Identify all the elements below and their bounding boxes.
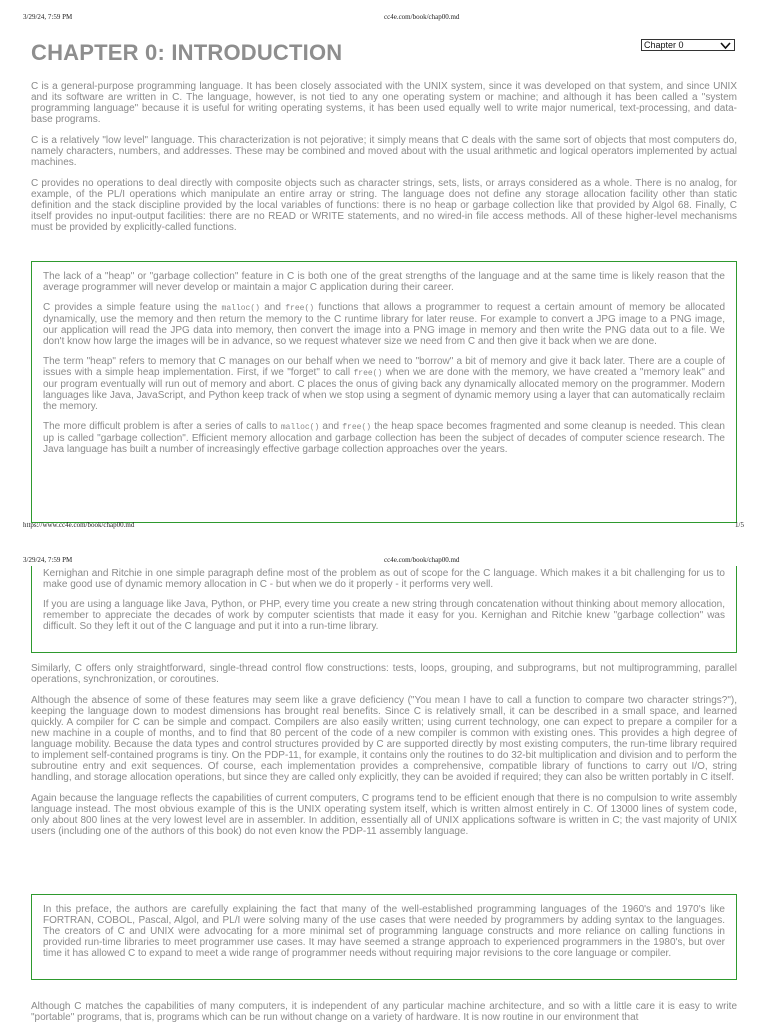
- box-paragraph: Kernighan and Ritchie in one simple paragraph define most of the problem as out of scope for the C language. Which makes it a bit challenging for us to make good use of dynamic memory allocation in C - but when we do it properly - it performs very well.: [43, 568, 725, 590]
- code-malloc: malloc(): [280, 423, 320, 432]
- commentary-box-2: [31, 894, 737, 980]
- paragraph: Again because the language reflects the capabilities of current computers, C programs tend to be efficient enough that there is no compulsion to write assembly language instead. The most obvious example of this is the UNIX operating system itself, which is written almost entirely in C. Of 13000 lines of system code, only about 800 lines at the very lowest level are in assembler. In addition, essentially all of UNIX applications software is written in C; the vast majority of UNIX users (including one of the authors of this book) do not even know the PDP-11 assembly language.: [31, 793, 737, 837]
- intro-text: [31, 81, 737, 243]
- print-header-date: 3/29/24, 7:59 PM: [23, 13, 73, 21]
- code-free: free(): [342, 423, 372, 432]
- paragraph: C provides no operations to deal directly with composite objects such as character strings, sets, lists, or arrays considered as a whole. There is no analog, for example, of the PL/I operations which manipulate an entire array or string. The language does not define any storage allocation facility other than static definition and the stack discipline provided by the local variables of functions: there is no heap or garbage collection like that provided by Algol 68. Finally, C itself provides no input-output facilities: there are no READ or WRITE statements, and no wired-in file access methods. All of these higher-level mechanisms must be provided by explicitly-called functions.: [31, 178, 737, 233]
- page-title: CHAPTER 0: INTRODUCTION: [31, 40, 343, 65]
- box-paragraph: The term "heap" refers to memory that C manages on our behalf when we need to "borrow" a bit of memory and give it back later. There are a couple of issues with a simple heap implementation. First, if we "forget" to call free() when we are done with the memory, we have created a "memory leak" and our program eventually will run out of memory and abort. C places the onus of giving back any dynamically allocated memory on the programmer. Modern languages like Java, JavaScript, and Python keep track of when we stop using a segment of dynamic memory using a layer that can automatically reclaim the memory.: [43, 356, 725, 412]
- code-free: free(): [285, 304, 315, 313]
- chevron-down-icon: [720, 41, 731, 50]
- paragraph: C is a general-purpose programming language. It has been closely associated with the UNIX system, since it was developed on that system, and since UNIX and its software are written in C. The language, however, is not tied to any one operating system or machine; and although it has been called a "system programming language" because it is useful for writing operating systems, it has been used equally well to write major numerical, text-processing, and data-base programs.: [31, 81, 737, 125]
- code-free: free(): [353, 369, 383, 378]
- print-header-date: 3/29/24, 7:59 PM: [23, 556, 73, 564]
- print-footer-url: https://www.cc4e.com/book/chap00.md: [23, 521, 135, 529]
- paragraph: Similarly, C offers only straightforward, single-thread control flow constructions: tests, loops, grouping, and subprograms, but not multiprogramming, parallel operations, synchronization, or coroutines.: [31, 663, 737, 685]
- paragraph: C is a relatively "low level" language. This characterization is not pejorative; it simply means that C deals with the same sort of objects that most computers do, namely characters, numbers, and addresses. These may be combined and moved about with the usual arithmetic and logical operators implemented by actual machines.: [31, 135, 737, 168]
- box-paragraph: The lack of a "heap" or "garbage collection" feature in C is both one of the great strengths of the language and at the same time is likely reason that the average programmer will never develop or maintain a major C application during their career.: [43, 271, 725, 293]
- box-paragraph: C provides a simple feature using the malloc() and free() functions that allows a programmer to request a certain amount of memory be allocated dynamically, use the memory and then return the memory to the C runtime library for later reuse. For example to convert a JPG image to a PNG image, our application will read the JPG data into memory, then convert the image into a PNG image in memory and then write the PNG data out to a file. We don't know how large the images will be in advance, so we request whatever size we need from C and then give it back when we are done.: [43, 302, 725, 347]
- paragraph: Although the absence of some of these features may seem like a grave deficiency ("You mean I have to call a function to compare two character strings?"), keeping the language down to modest dimensions has brought real benefits. Since C is relatively small, it can be described in a small space, and learned quickly. A compiler for C can be simple and compact. Compilers are also easily written; using current technology, one can expect to prepare a compiler for a new machine in a couple of months, and to find that 80 percent of the code of a new compiler is common with existing ones. This provides a high degree of language mobility. Because the data types and control structures provided by C are supported directly by most existing computers, the run-time library required to implement self-contained programs is tiny. On the PDP-11, for example, it contains only the routines to do 32-bit multiplication and division and to perform the subroutine entry and exit sequences. Of course, each implementation provides a comprehensive, compatible library of functions to carry out I/O, string handling, and storage allocation operations, but since they are called only explicitly, they can be avoided if required; they can also be written portably in C itself.: [31, 695, 737, 783]
- print-page-2: [0, 553, 768, 1024]
- chapter-select-value: Chapter 0: [644, 40, 684, 50]
- box-paragraph: In this preface, the authors are carefully explaining the fact that many of the well-established programming languages of the 1960's and 1970's like FORTRAN, COBOL, Pascal, Algol, and PL/I were solving many of the use cases that were needed by programmers by adding syntax to the languages. The creators of C and UNIX were advocating for a more minimal set of programming language constructs and more reliance on calling functions in provided run-time libraries to meet programmer use cases. It may have seemed a strange approach to experienced programmers in the 1980's, but over time it has allowed C to expand to meet a wide range of programmer needs without requiring major revisions to the core language or compiler.: [43, 904, 725, 959]
- commentary-box-continued: [31, 566, 737, 653]
- box-paragraph: If you are using a language like Java, Python, or PHP, every time you create a new string through concatenation without thinking about memory allocation, remember to appreciate the decades of work by computer scientists that made it easy for you. Kernighan and Ritchie knew "garbage collection" was difficult. So they left it out of the C language and put it into a run-time library.: [43, 599, 725, 632]
- commentary-box: [31, 261, 737, 523]
- paragraph: Although C matches the capabilities of many computers, it is independent of any particular machine architecture, and so with a little care it is easy to write "portable" programs, that is, programs which can be run without change on a variety of hardware. It is now routine in our environment that: [31, 1001, 737, 1023]
- body-text: [31, 663, 737, 847]
- body-text-continued: [31, 1001, 737, 1024]
- print-header-url: cc4e.com/book/chap00.md: [384, 556, 460, 564]
- chapter-select[interactable]: [641, 39, 735, 51]
- code-malloc: malloc(): [221, 304, 260, 313]
- print-footer-page-number: 1/5: [735, 521, 744, 529]
- print-header-url: cc4e.com/book/chap00.md: [384, 13, 460, 21]
- box-paragraph: The more difficult problem is after a series of calls to malloc() and free() the heap space becomes fragmented and some cleanup is needed. This clean up is called "garbage collection". Efficient memory allocation and garbage collection has been the subject of decades of computer science research. The Java language has built a number of increasingly effective garbage collection approaches over the years.: [43, 421, 725, 455]
